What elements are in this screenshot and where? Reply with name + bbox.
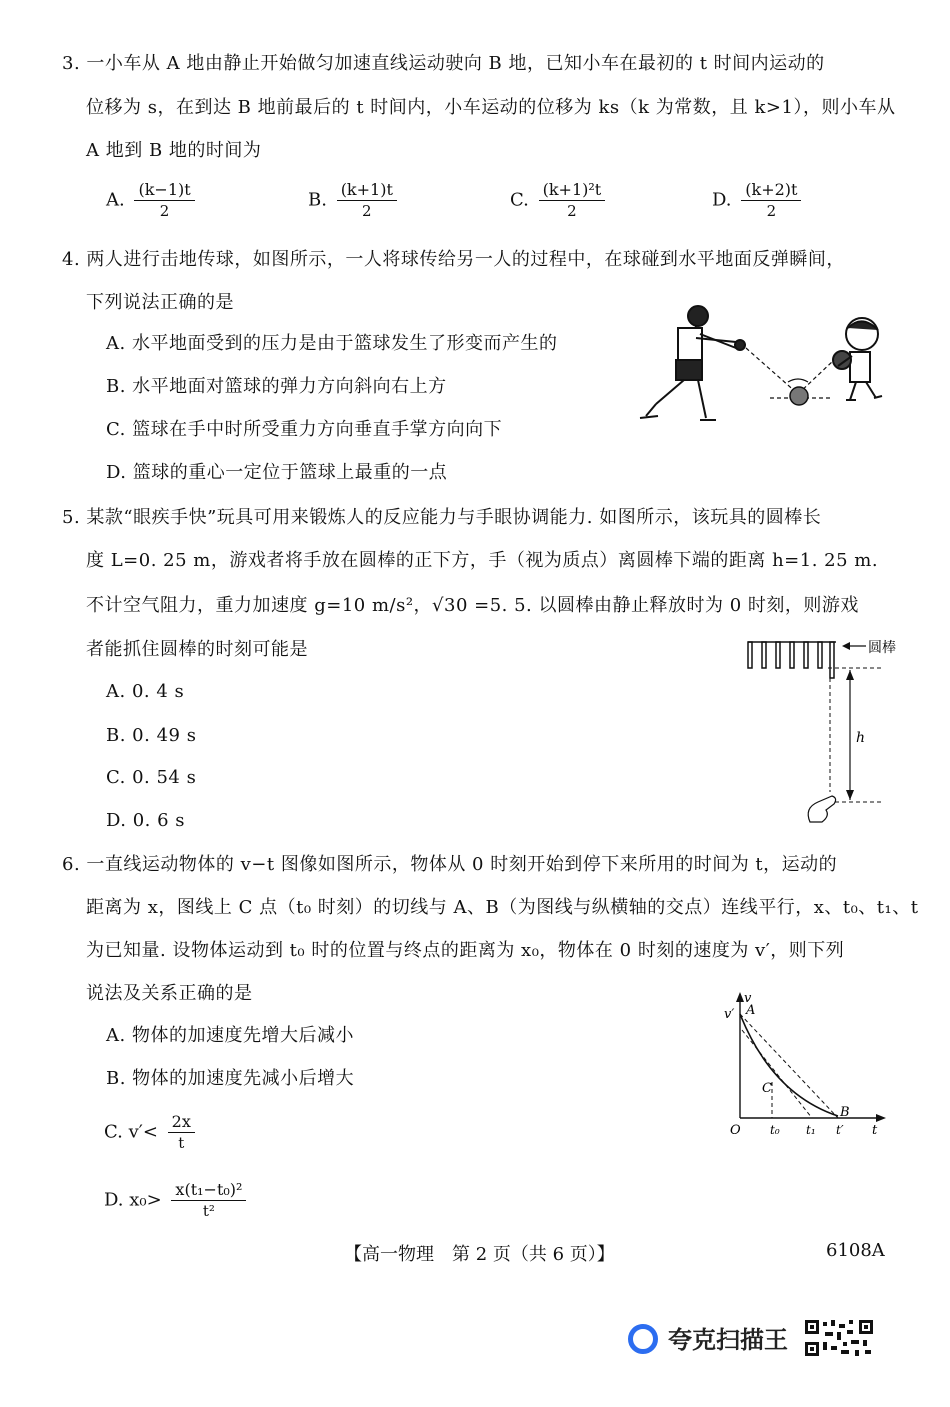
q5-line-3: 不计空气阻力，重力加速度 g=10 m/s²，√30 =5. 5. 以圆棒由静止释放时为 0 时刻，则游戏: [86, 595, 859, 616]
rod-label: 圆棒: [868, 640, 896, 656]
q6-option-a: A. 物体的加速度先增大后减小: [106, 1025, 354, 1046]
t-prime-label: t′: [836, 1123, 844, 1137]
q6-option-b: B. 物体的加速度先减小后增大: [106, 1068, 355, 1089]
axis-t-label: t: [872, 1123, 878, 1138]
q3-line-2: 位移为 s，在到达 B 地前最后的 t 时间内，小车运动的位移为 ks（k 为常数，且 k>1），则小车从: [86, 97, 896, 118]
axis-v-label: v: [744, 991, 752, 1006]
q5-option-d: D. 0. 6 s: [106, 810, 186, 831]
t1-label: t₁: [806, 1123, 816, 1137]
q3-option-d: D. $\frac{(k+2)t}{2}$: [712, 180, 801, 221]
q5-line-4: 者能抓住圆棒的时刻可能是: [86, 639, 308, 660]
point-b-label: B: [840, 1105, 850, 1120]
q6-line-4: 说法及关系正确的是: [86, 983, 253, 1004]
hand-icon: [808, 796, 835, 822]
qr-code-icon: [803, 1318, 875, 1358]
vt-graph: [720, 990, 890, 1140]
q3-line-3: A 地到 B 地的时间为: [86, 140, 262, 161]
origin-label: O: [730, 1123, 741, 1138]
page-footer: 【高一物理 第 2 页（共 6 页）】: [344, 1244, 615, 1265]
q3-option-b: B. $\frac{(k+1)t}{2}$: [308, 180, 397, 221]
q5-line-2: 度 L=0. 25 m，游戏者将手放在圆棒的正下方，手（视为质点）离圆棒下端的距离 h=1. 25 m.: [86, 550, 879, 571]
bounce-pass-figure: [636, 296, 896, 428]
v-prime-label: v′: [724, 1007, 735, 1022]
scanner-logo-icon: [628, 1324, 658, 1354]
q4-line-2: 下列说法正确的是: [86, 292, 234, 313]
q5-line-1: 5. 某款“眼疾手快”玩具可用来锻炼人的反应能力与手眼协调能力. 如图所示，该玩具的圆棒长: [62, 507, 822, 528]
q5-option-a: A. 0. 4 s: [106, 681, 185, 702]
point-a-label: A: [746, 1003, 756, 1018]
scanner-brand: 夸克扫描王: [668, 1326, 788, 1354]
q4-option-b: B. 水平地面对篮球的弹力方向斜向右上方: [106, 376, 447, 397]
q5-option-c: C. 0. 54 s: [106, 767, 197, 788]
q6-option-d: D. x₀> $\frac{\text{x(t₁−t₀)²}}{\text{t²}}$: [104, 1180, 246, 1221]
q6-line-1: 6. 一直线运动物体的 v−t 图像如图所示，物体从 0 时刻开始到停下来所用的时间为 t，运动的: [62, 854, 838, 875]
q6-line-3: 为已知量. 设物体运动到 t₀ 时的位置与终点的距离为 x₀，物体在 0 时刻的速度为 v′，则下列: [86, 940, 845, 961]
q3-option-c: C. $\frac{\text{(k+1)²t}}{2}$: [510, 180, 605, 221]
height-label: h: [856, 730, 866, 746]
q4-option-d: D. 篮球的重心一定位于篮球上最重的一点: [106, 462, 448, 483]
q4-line-1: 4. 两人进行击地传球，如图所示，一人将球传给另一人的过程中，在球碰到水平地面反弹瞬间，: [62, 249, 845, 270]
point-c-label: C: [762, 1081, 772, 1096]
q3-line-1: 3. 一小车从 A 地由静止开始做匀加速直线运动驶向 B 地，已知小车在最初的 t 时间内运动的: [62, 53, 825, 74]
q3-option-a: A. $\frac{(k-1)t}{2}$: [106, 180, 195, 221]
paper-code: 6108A: [826, 1240, 885, 1261]
q5-option-b: B. 0. 49 s: [106, 725, 197, 746]
q4-option-c: C. 篮球在手中时所受重力方向垂直手掌方向向下: [106, 419, 503, 440]
q4-option-a: A. 水平地面受到的压力是由于篮球发生了形变而产生的: [106, 333, 558, 354]
t0-label: t₀: [770, 1123, 780, 1137]
q6-line-2: 距离为 x，图线上 C 点（t₀ 时刻）的切线与 A、B（为图线与纵横轴的交点）连线平行，x、t₀、t₁、t: [86, 897, 919, 918]
rod-figure: [740, 632, 900, 832]
q6-option-c: C. v′< $\frac{2x}{t}$: [104, 1112, 195, 1153]
